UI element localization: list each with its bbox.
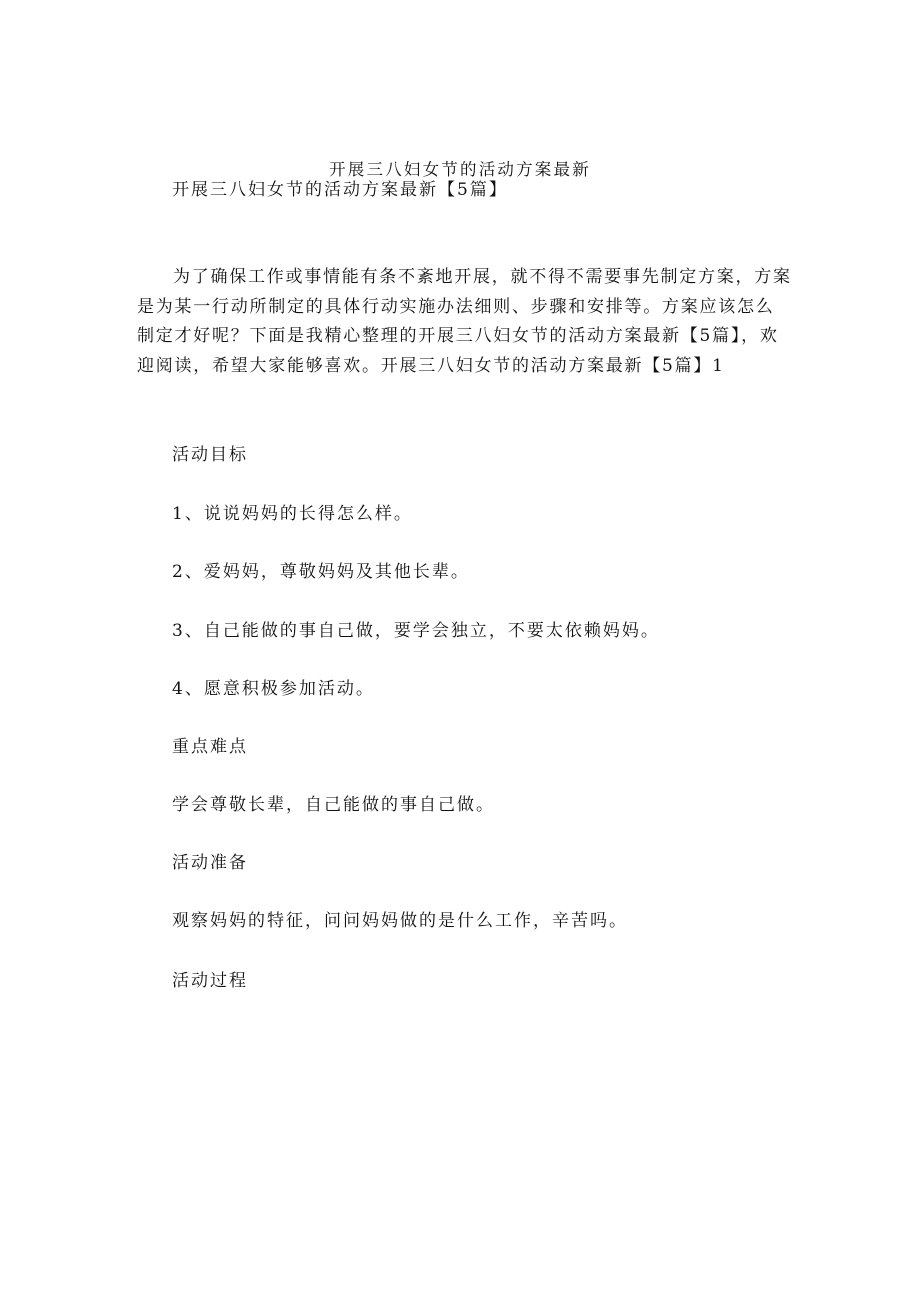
intro-line: 是为某一行动所制定的具体行动实施办法细则、步骤和安排等。方案应该怎么 <box>137 296 775 317</box>
intro-line: 为了确保工作或事情能有条不紊地开展，就不得不需要事先制定方案，方案 <box>173 267 792 287</box>
goal-item: 3、自己能做的事自己做，要学会独立，不要太依赖妈妈。 <box>172 621 660 641</box>
goal-item: 2、爱妈妈，尊敬妈妈及其他长辈。 <box>172 562 470 582</box>
intro-line: 迎阅读，希望大家能够喜欢。开展三八妇女节的活动方案最新【5篇】1 <box>137 355 725 376</box>
key-points-text: 学会尊敬长辈，自己能做的事自己做。 <box>172 795 495 815</box>
section-heading-goals: 活动目标 <box>172 445 248 465</box>
document-title: 开展三八妇女节的活动方案最新 <box>329 160 591 179</box>
section-heading-process: 活动过程 <box>172 971 248 991</box>
goal-item: 1、说说妈妈的长得怎么样。 <box>172 504 413 524</box>
intro-paragraph <box>137 263 792 381</box>
document-subtitle: 开展三八妇女节的活动方案最新【5篇】 <box>172 180 508 200</box>
section-heading-key-points: 重点难点 <box>172 737 248 757</box>
goal-item: 4、愿意积极参加活动。 <box>172 679 375 699</box>
section-heading-preparation: 活动准备 <box>172 853 248 873</box>
intro-line: 制定才好呢？下面是我精心整理的开展三八妇女节的活动方案最新【5篇】，欢 <box>137 326 779 346</box>
preparation-text: 观察妈妈的特征，问问妈妈做的是什么工作，辛苦吗。 <box>172 911 628 931</box>
